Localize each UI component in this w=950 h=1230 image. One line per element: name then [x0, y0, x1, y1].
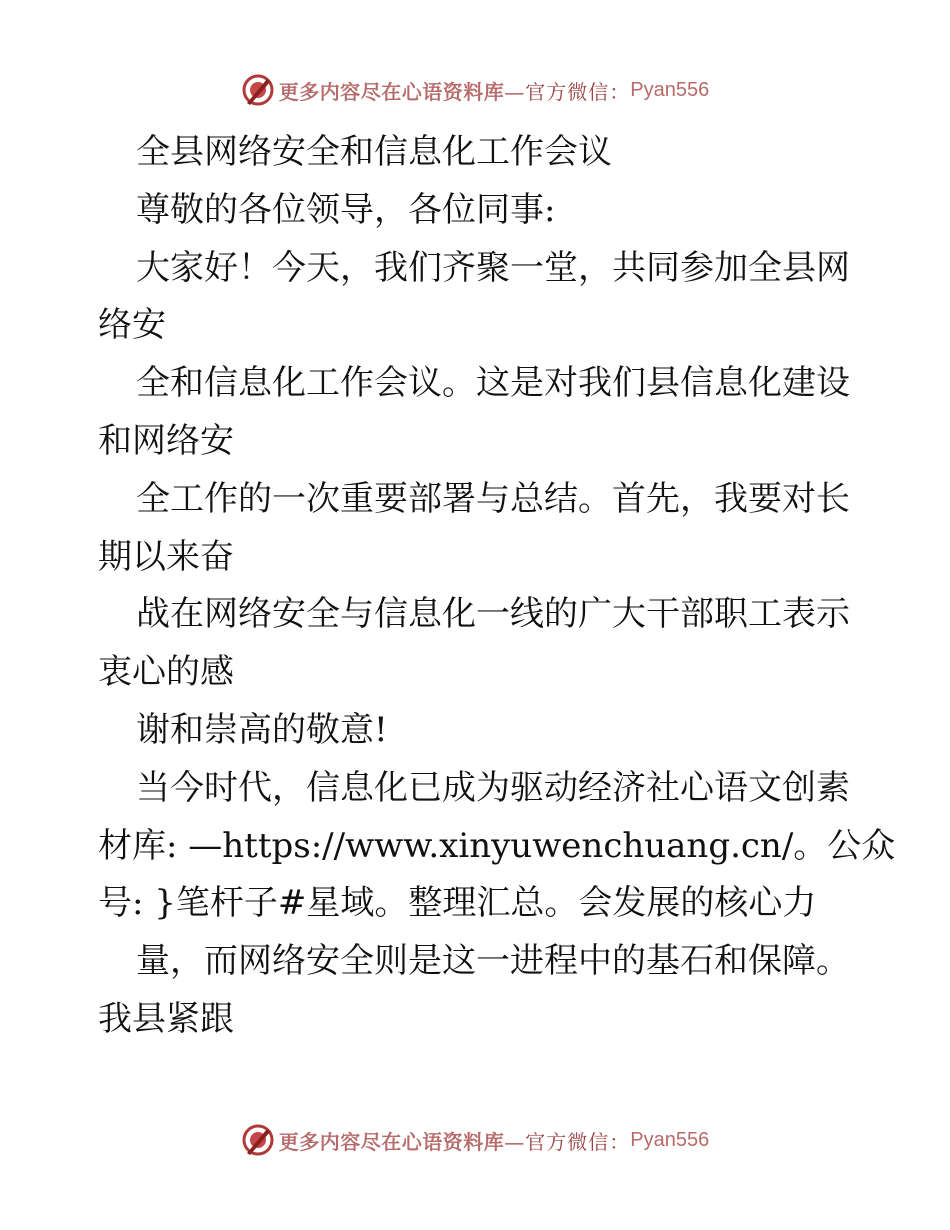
banner-official-label: —官方微信：	[504, 1129, 631, 1154]
paragraph-line: 我县紧跟	[98, 998, 234, 1039]
pen-seal-logo-icon	[241, 73, 275, 107]
document-title: 全县网络安全和信息化工作会议	[136, 132, 612, 172]
pen-seal-logo-icon	[241, 1123, 275, 1157]
document-body	[98, 124, 896, 1049]
salutation: 尊敬的各位领导，各位同事:	[136, 189, 556, 230]
paragraph-line: 战在网络安全与信息化一线的广大干部职工表示	[136, 594, 850, 635]
paragraph-line: 和网络安	[98, 420, 234, 461]
paragraph-line: 量，而网络安全则是这一进程中的基石和保障。	[136, 941, 850, 982]
banner-wechat-id: Pyan556	[630, 78, 710, 101]
paragraph-line: 期以来奋	[98, 536, 234, 577]
footer-watermark-banner	[0, 1120, 950, 1160]
banner-brand-text: 更多内容尽在心语资料库	[278, 1129, 505, 1154]
paragraph-line: 全和信息化工作会议。这是对我们县信息化建设	[136, 363, 850, 404]
paragraph-line: 材库: —https://www.xinyuwenchuang.cn/。公众	[98, 825, 896, 866]
paragraph-line: 络安	[98, 305, 166, 346]
paragraph-line: 谢和崇高的敬意!	[136, 709, 388, 750]
header-watermark-banner	[0, 70, 950, 110]
paragraph-line: 当今时代，信息化已成为驱动经济社心语文创素	[136, 767, 850, 808]
paragraph-line: 号: }笔杆子#星域。整理汇总。会发展的核心力	[98, 883, 817, 924]
banner-brand-text: 更多内容尽在心语资料库	[278, 79, 505, 104]
banner-wechat-id: Pyan556	[630, 1128, 710, 1151]
paragraph-line: 衷心的感	[98, 652, 234, 693]
banner-official-label: —官方微信：	[504, 79, 631, 104]
paragraph-line: 大家好！今天，我们齐聚一堂，共同参加全县网	[136, 247, 850, 288]
paragraph-line: 全工作的一次重要部署与总结。首先，我要对长	[136, 478, 850, 519]
